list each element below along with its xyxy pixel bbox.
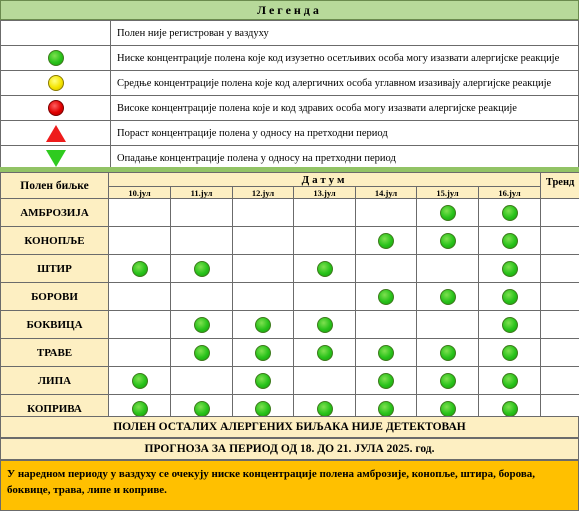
date-header: 14.јул	[356, 187, 417, 199]
concentration-cell	[109, 255, 171, 283]
plant-row	[1, 199, 579, 227]
date-header: 16.јул	[479, 187, 541, 199]
green-circle-icon	[502, 401, 518, 417]
pollen-table-body	[1, 199, 579, 423]
legend-row	[1, 96, 579, 121]
plant-row	[1, 311, 579, 339]
legend-row	[1, 46, 579, 71]
legend-row	[1, 121, 579, 146]
legend-text: Ниске концентрације полена које код изузетно осетљивих особа могу изазвати алергијске реакције	[111, 46, 579, 71]
concentration-cell	[171, 311, 233, 339]
green-circle-icon	[440, 205, 456, 221]
green-circle-icon	[255, 373, 271, 389]
legend-text: Средње концентрације полена које код алергичних особа углавном изазивају алергијске реакције	[111, 71, 579, 96]
trend-cell	[541, 367, 579, 395]
date-header: 13.јул	[294, 187, 356, 199]
concentration-cell	[479, 199, 541, 227]
plant-row	[1, 339, 579, 367]
date-header: 11.јул	[171, 187, 233, 199]
date-header: 10.јул	[109, 187, 171, 199]
green-circle-icon	[194, 401, 210, 417]
concentration-cell	[417, 339, 479, 367]
concentration-cell	[171, 339, 233, 367]
green-circle-icon	[255, 345, 271, 361]
concentration-cell	[233, 367, 294, 395]
plant-row	[1, 227, 579, 255]
concentration-cell	[417, 311, 479, 339]
trend-cell	[541, 339, 579, 367]
concentration-cell	[171, 367, 233, 395]
green-circle-icon	[378, 373, 394, 389]
green-circle-icon	[440, 345, 456, 361]
legend-row	[1, 21, 579, 46]
green-circle-icon	[132, 401, 148, 417]
green-circle-icon	[48, 50, 64, 66]
green-circle-icon	[502, 373, 518, 389]
concentration-cell	[233, 311, 294, 339]
red-circle-icon	[48, 100, 64, 116]
trend-cell	[541, 255, 579, 283]
concentration-cell	[479, 283, 541, 311]
date-header: 15.јул	[417, 187, 479, 199]
green-circle-icon	[440, 401, 456, 417]
legend-row	[1, 71, 579, 96]
green-circle-icon	[378, 345, 394, 361]
green-triangle-down-icon	[46, 150, 66, 167]
legend-empty-icon-cell	[1, 21, 111, 46]
date-header: 12.јул	[233, 187, 294, 199]
concentration-cell	[294, 227, 356, 255]
concentration-cell	[171, 227, 233, 255]
forecast-title: ПРОГНОЗА ЗА ПЕРИОД ОД 18. ДО 21. ЈУЛА 2025. год.	[0, 438, 579, 460]
plant-row	[1, 255, 579, 283]
plant-name: КОПРИВА	[1, 395, 109, 423]
concentration-cell	[109, 227, 171, 255]
green-circle-icon	[502, 233, 518, 249]
concentration-cell	[171, 255, 233, 283]
green-circle-icon	[502, 261, 518, 277]
concentration-cell	[294, 199, 356, 227]
concentration-cell	[417, 227, 479, 255]
legend-table	[0, 20, 579, 171]
green-circle-icon	[317, 317, 333, 333]
concentration-cell	[171, 283, 233, 311]
forecast-text: У наредном периоду у ваздуху се очекују ниске концентрације полена амброзије, конопље, штира, борова, боквице, трава, липе и коприве.	[0, 460, 579, 511]
concentration-cell	[294, 311, 356, 339]
concentration-cell	[356, 367, 417, 395]
concentration-cell	[417, 283, 479, 311]
legend-text: Полен није регистрован у ваздуху	[111, 21, 579, 46]
concentration-cell	[294, 339, 356, 367]
plant-column-header: Полен биљке	[1, 173, 109, 199]
concentration-cell	[233, 255, 294, 283]
plant-name: БОРОВИ	[1, 283, 109, 311]
concentration-cell	[233, 227, 294, 255]
green-circle-icon	[194, 345, 210, 361]
legend-title: Легенда	[0, 0, 579, 20]
plant-name: ШТИР	[1, 255, 109, 283]
concentration-cell	[356, 199, 417, 227]
concentration-cell	[109, 367, 171, 395]
green-circle-icon	[440, 289, 456, 305]
trend-column-header: Тренд	[541, 173, 579, 199]
green-circle-icon	[378, 401, 394, 417]
concentration-cell	[417, 255, 479, 283]
concentration-cell	[356, 227, 417, 255]
concentration-cell	[294, 367, 356, 395]
green-circle-icon	[255, 317, 271, 333]
concentration-cell	[294, 255, 356, 283]
concentration-cell	[479, 255, 541, 283]
green-circle-icon	[194, 261, 210, 277]
concentration-cell	[109, 199, 171, 227]
trend-cell	[541, 227, 579, 255]
concentration-cell	[109, 339, 171, 367]
plant-name: АМБРОЗИЈА	[1, 199, 109, 227]
pollen-table	[0, 172, 579, 423]
green-circle-icon	[194, 317, 210, 333]
legend-text: Опадање концентрације полена у односу на претходни период	[111, 146, 579, 171]
green-circle-icon	[502, 317, 518, 333]
plant-name: ЛИПА	[1, 367, 109, 395]
concentration-cell	[356, 311, 417, 339]
green-circle-icon	[132, 261, 148, 277]
legend-text: Пораст концентрације полена у односу на претходни период	[111, 121, 579, 146]
plant-name: ТРАВЕ	[1, 339, 109, 367]
concentration-cell	[233, 339, 294, 367]
green-circle-icon	[132, 373, 148, 389]
trend-cell	[541, 199, 579, 227]
concentration-cell	[356, 339, 417, 367]
green-circle-icon	[255, 401, 271, 417]
date-column-header: Датум	[109, 173, 541, 187]
concentration-cell	[356, 283, 417, 311]
green-circle-icon	[502, 289, 518, 305]
concentration-cell	[171, 199, 233, 227]
concentration-cell	[479, 339, 541, 367]
plant-name: КОНОПЉЕ	[1, 227, 109, 255]
trend-cell	[541, 283, 579, 311]
concentration-cell	[294, 283, 356, 311]
plant-row	[1, 367, 579, 395]
green-circle-icon	[502, 205, 518, 221]
concentration-cell	[109, 311, 171, 339]
concentration-cell	[417, 199, 479, 227]
plant-name: БОКВИЦА	[1, 311, 109, 339]
green-circle-icon	[440, 373, 456, 389]
green-circle-icon	[440, 233, 456, 249]
concentration-cell	[233, 283, 294, 311]
green-circle-icon	[317, 401, 333, 417]
concentration-cell	[479, 311, 541, 339]
trend-cell	[541, 311, 579, 339]
concentration-cell	[417, 367, 479, 395]
yellow-circle-icon	[48, 75, 64, 91]
not-detected-notice: ПОЛЕН ОСТАЛИХ АЛЕРГЕНИХ БИЉАКА НИЈЕ ДЕТЕКТОВАН	[0, 416, 579, 438]
green-circle-icon	[502, 345, 518, 361]
concentration-cell	[479, 227, 541, 255]
legend-text: Високе концентрације полена које и код здравих особа могу изазвати алергијске реакције	[111, 96, 579, 121]
green-circle-icon	[317, 261, 333, 277]
plant-row	[1, 283, 579, 311]
green-circle-icon	[378, 233, 394, 249]
concentration-cell	[356, 255, 417, 283]
green-circle-icon	[378, 289, 394, 305]
green-circle-icon	[317, 345, 333, 361]
red-triangle-up-icon	[46, 125, 66, 142]
concentration-cell	[233, 199, 294, 227]
concentration-cell	[479, 367, 541, 395]
concentration-cell	[109, 283, 171, 311]
